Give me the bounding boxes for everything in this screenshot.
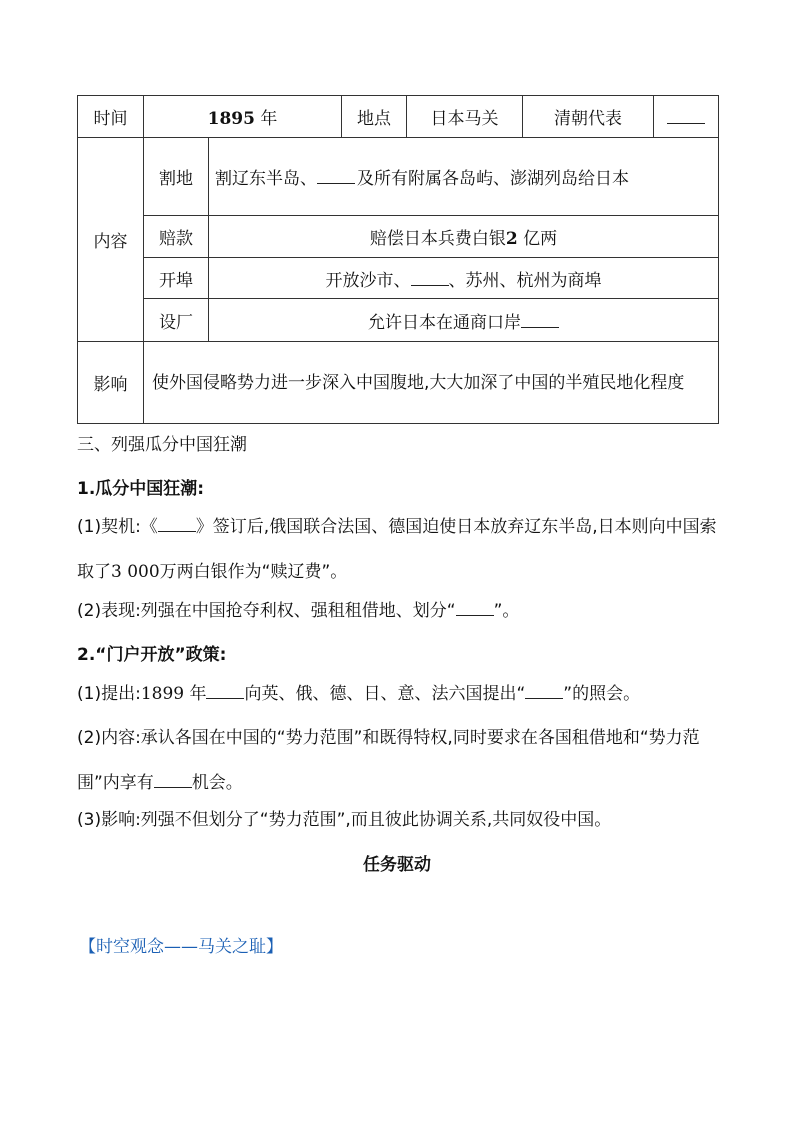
p3-d: ”的照会。 <box>563 684 641 704</box>
cession-text-b: 及所有附属各岛屿、澎湖列岛给日本 <box>357 169 629 189</box>
indemnity-text <box>209 216 719 258</box>
sub1-title: 1.瓜分中国狂潮: <box>77 479 205 499</box>
year-unit: 年 <box>260 109 278 129</box>
year-cell <box>144 96 342 138</box>
cession-blank <box>317 164 355 184</box>
p1-num: 3 000 <box>111 562 160 582</box>
ports-text-b: 、苏州、杭州为商埠 <box>448 270 602 291</box>
paragraph-1 <box>77 505 722 595</box>
rep-label: 清朝代表 <box>523 96 654 138</box>
table-row-ports <box>78 258 719 299</box>
p2-a: (2)表现:列强在中国抢夺利权、强租租借地、划分“ <box>77 601 456 621</box>
p1-c: 万两白银作为“赎辽费”。 <box>159 562 348 582</box>
section-heading: 三、列强瓜分中国狂潮 <box>77 435 247 455</box>
p2-b: ”。 <box>493 601 520 621</box>
content-label: 内容 <box>78 138 144 342</box>
paragraph-5: (3)影响:列强不但划分了“势力范围”,而且彼此协调关系,共同奴役中国。 <box>77 810 612 830</box>
p3-a: (1)提出: <box>77 684 141 704</box>
sub2-title: 2.“门户开放”政策: <box>77 645 227 665</box>
p3-c: 向英、俄、德、日、意、法六国提出“ <box>244 684 526 704</box>
p3-blank-2 <box>525 679 563 699</box>
table-row-basic-info <box>78 96 719 138</box>
place-label: 地点 <box>342 96 407 138</box>
p3-blank-1 <box>206 679 244 699</box>
factory-label: 设厂 <box>144 299 209 342</box>
paragraph-4 <box>77 716 722 806</box>
table-row-factory <box>78 299 719 342</box>
paragraph-2 <box>77 589 722 634</box>
p4-b: 机会。 <box>191 773 243 793</box>
p4-a: (2)内容:承认各国在中国的“势力范围”和既得特权,同时要求在各国租借地和“势力范围”内享有 <box>77 728 700 793</box>
factory-text-a: 允许日本在通商口岸 <box>368 312 521 333</box>
p1-a: (1)契机:《 <box>77 517 158 537</box>
ports-text-a: 开放沙市、 <box>325 270 411 291</box>
indemnity-label: 赔款 <box>144 216 209 258</box>
ports-text <box>209 258 719 299</box>
year-value: 1895 <box>207 109 255 129</box>
p1-b: 》签订后,俄国联合法国、德国迫使日本放弃辽东半岛,日本则向中国索取了 <box>77 517 717 582</box>
impact-text: 使外国侵略势力进一步深入中国腹地,大大加深了中国的半殖民地化程度 <box>144 342 719 424</box>
section-tag: 【时空观念——马关之耻】 <box>79 937 283 957</box>
cession-text <box>209 138 719 216</box>
place-value: 日本马关 <box>407 96 523 138</box>
p1-blank <box>158 512 196 532</box>
cession-text-a: 割辽东半岛、 <box>215 169 317 189</box>
p3-b: 年 <box>189 684 207 704</box>
p4-blank <box>154 768 192 788</box>
cession-label: 割地 <box>144 138 209 216</box>
factory-blank <box>521 308 559 328</box>
task-title: 任务驱动 <box>363 855 431 875</box>
rep-blank <box>667 104 705 124</box>
p3-year: 1899 <box>140 684 185 704</box>
p2-blank <box>456 596 494 616</box>
time-label: 时间 <box>78 96 144 138</box>
indemnity-text-a: 赔偿日本兵费白银 <box>369 229 506 249</box>
treaty-table <box>77 95 719 424</box>
table-row-indemnity <box>78 216 719 258</box>
ports-label: 开埠 <box>144 258 209 299</box>
table-row-impact <box>78 342 719 424</box>
indemnity-text-b: 亿两 <box>523 229 558 249</box>
ports-blank <box>411 266 449 286</box>
table-row-cession <box>78 138 719 216</box>
indemnity-num: 2 <box>505 229 518 249</box>
paragraph-3 <box>77 672 722 717</box>
factory-text <box>209 299 719 342</box>
impact-label: 影响 <box>78 342 144 424</box>
rep-blank-cell <box>654 96 719 138</box>
